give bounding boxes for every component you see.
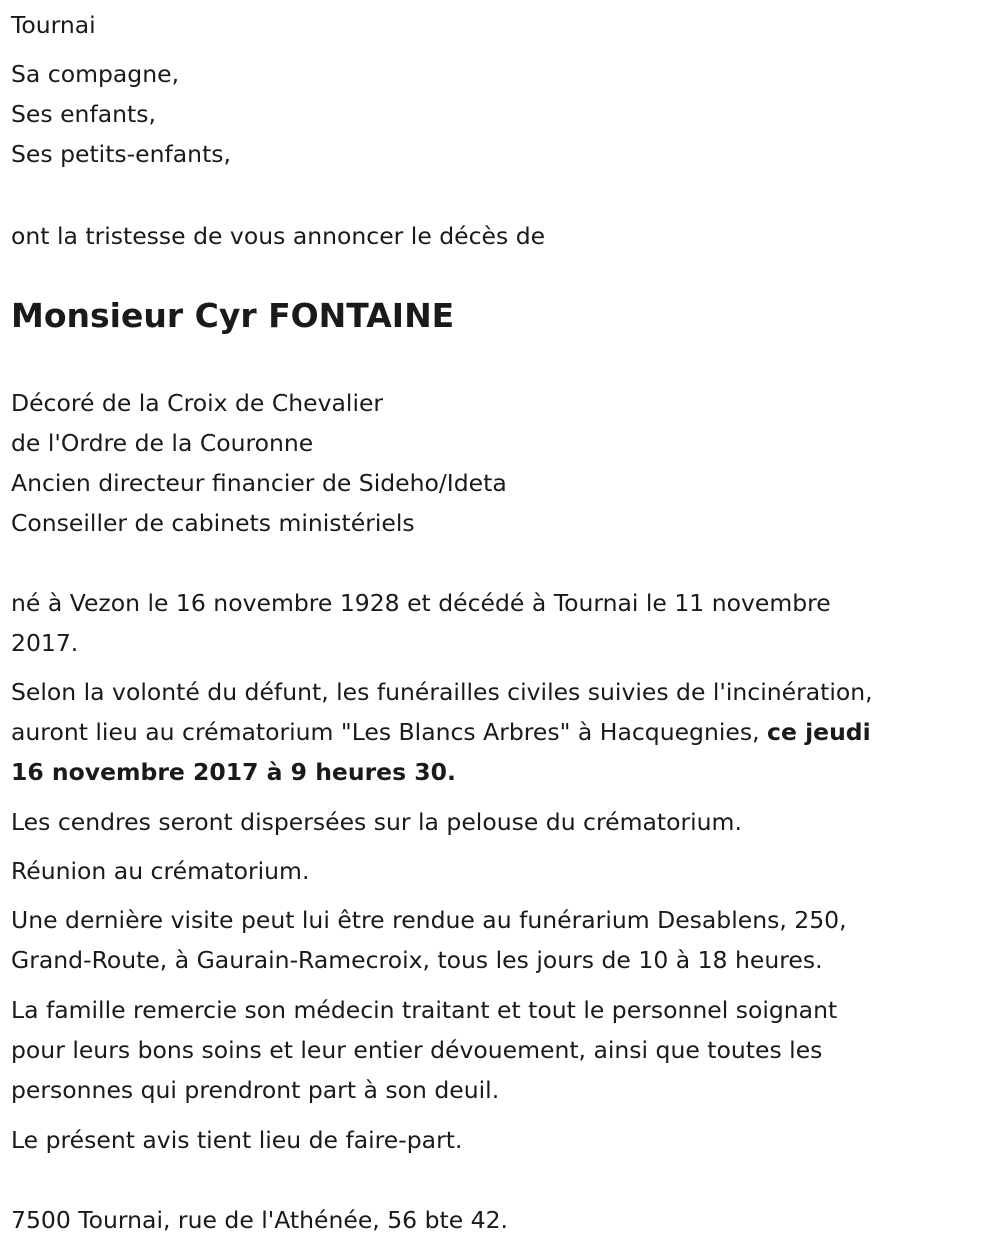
- thanks-line: personnes qui prendront part à son deuil.: [11, 1076, 500, 1104]
- city-heading: [11, 5, 96, 45]
- address-text: 7500 Tournai, rue de l'Athénée, 56 bte 42.: [11, 1206, 509, 1234]
- announcement: [11, 216, 545, 256]
- funeral-line: [11, 712, 873, 752]
- family-line: Ses enfants,: [11, 100, 156, 128]
- thanks-line: pour leurs bons soins et leur entier dévouement, ainsi que toutes les: [11, 1036, 823, 1064]
- visit-line: Une dernière visite peut lui être rendue au funérarium Desablens, 250,: [11, 906, 847, 934]
- thanks: [11, 990, 837, 1110]
- funeral-line: Selon la volonté du défunt, les funérailles civiles suivies de l'incinération,: [11, 678, 873, 706]
- funeral-info: [11, 672, 873, 792]
- birth-death: [11, 583, 831, 663]
- funeral-line: [11, 752, 873, 792]
- visit-info: [11, 900, 847, 980]
- funeral-date: 16 novembre 2017 à 9 heures 30.: [11, 758, 456, 786]
- notice: [11, 1120, 462, 1160]
- thanks-line: La famille remercie son médecin traitant et tout le personnel soignant: [11, 996, 838, 1024]
- title-line: de l'Ordre de la Couronne: [11, 429, 314, 457]
- title-line: Ancien directeur financier de Sideho/Ideta: [11, 469, 507, 497]
- ashes-text: Les cendres seront dispersées sur la pelouse du crématorium.: [11, 808, 742, 836]
- title-line: Conseiller de cabinets ministériels: [11, 509, 415, 537]
- title-line: Décoré de la Croix de Chevalier: [11, 389, 384, 417]
- announcement-text: ont la tristesse de vous annoncer le décès de: [11, 222, 546, 250]
- family-line: Sa compagne,: [11, 60, 180, 88]
- address: [11, 1200, 508, 1240]
- ashes: [11, 802, 742, 842]
- visit-line: Grand-Route, à Gaurain-Ramecroix, tous les jours de 10 à 18 heures.: [11, 946, 823, 974]
- city: Tournai: [11, 11, 96, 39]
- meeting: [11, 851, 309, 891]
- birth-line: né à Vezon le 16 novembre 1928 et décédé à Tournai le 11 novembre: [11, 589, 831, 617]
- family-list: [11, 54, 231, 174]
- birth-line: 2017.: [11, 629, 79, 657]
- notice-text: Le présent avis tient lieu de faire-part.: [11, 1126, 463, 1154]
- deceased-name: Monsieur Cyr FONTAINE: [11, 296, 455, 335]
- funeral-text: auront lieu au crématorium "Les Blancs Arbres" à Hacquegnies,: [11, 718, 768, 746]
- funeral-day: ce jeudi: [767, 718, 871, 746]
- titles-list: [11, 383, 507, 543]
- meeting-text: Réunion au crématorium.: [11, 857, 310, 885]
- family-line: Ses petits-enfants,: [11, 140, 231, 168]
